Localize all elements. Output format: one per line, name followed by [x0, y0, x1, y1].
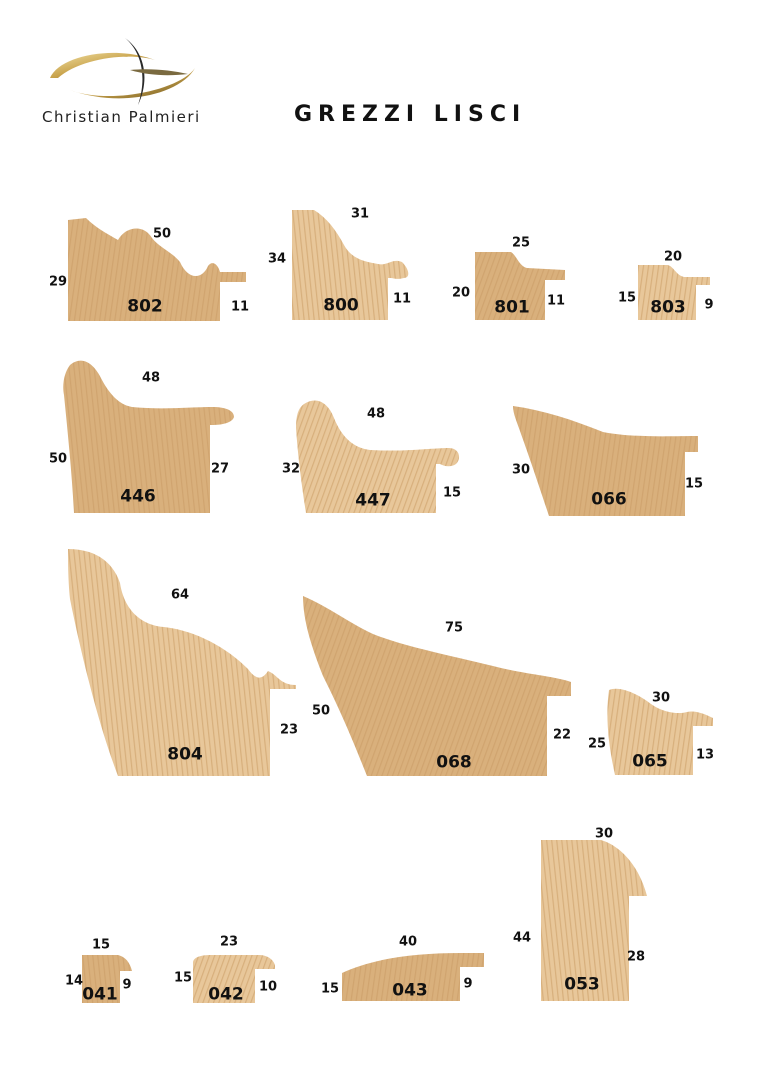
profile-053-top-dimension: 30 — [594, 826, 614, 842]
profile-053-rebate-dimension: 28 — [626, 949, 646, 965]
profile-041-height-dimension: 14 — [64, 973, 84, 989]
profile-042-height-dimension: 15 — [173, 970, 193, 986]
profile-065-rebate-dimension: 13 — [695, 747, 715, 763]
profile-447-code: 447 — [355, 490, 391, 511]
profile-041-top-dimension: 15 — [91, 937, 111, 953]
profile-042-code: 042 — [208, 984, 244, 1005]
profile-041-code: 041 — [82, 984, 118, 1005]
profile-447-height-dimension: 32 — [281, 461, 301, 477]
profile-068-code: 068 — [436, 752, 472, 773]
profile-068-height-dimension: 50 — [311, 703, 331, 719]
profile-066-code: 066 — [591, 489, 627, 510]
profile-803-top-dimension: 20 — [663, 249, 683, 265]
profile-068-section — [303, 596, 571, 776]
profile-803-rebate-dimension: 9 — [704, 297, 714, 313]
profile-066-rebate-dimension: 15 — [684, 476, 704, 492]
profile-801-height-dimension: 20 — [451, 285, 471, 301]
profile-043-code: 043 — [392, 980, 428, 1001]
profile-042-top-dimension: 23 — [219, 934, 239, 950]
profile-041-rebate-dimension: 9 — [122, 977, 132, 993]
profile-804-rebate-dimension: 23 — [279, 722, 299, 738]
brand-name: Christian Palmieri — [42, 108, 201, 126]
profile-053-height-dimension: 44 — [512, 930, 532, 946]
profile-804-code: 804 — [167, 744, 203, 765]
profile-802-code: 802 — [127, 296, 163, 317]
profile-800-rebate-dimension: 11 — [392, 291, 412, 307]
profile-446-height-dimension: 50 — [48, 451, 68, 467]
profile-068-rebate-dimension: 22 — [552, 727, 572, 743]
profile-066-height-dimension: 30 — [511, 462, 531, 478]
profile-065-code: 065 — [632, 751, 668, 772]
profile-803-height-dimension: 15 — [617, 290, 637, 306]
profile-447-top-dimension: 48 — [366, 406, 386, 422]
profile-800-height-dimension: 34 — [267, 251, 287, 267]
profile-042-rebate-dimension: 10 — [258, 979, 278, 995]
profile-068-top-dimension: 75 — [444, 620, 464, 636]
profile-804-top-dimension: 64 — [170, 587, 190, 603]
profile-446-rebate-dimension: 27 — [210, 461, 230, 477]
profile-065-height-dimension: 25 — [587, 736, 607, 752]
profile-043-height-dimension: 15 — [320, 981, 340, 997]
profile-802-height-dimension: 29 — [48, 274, 68, 290]
profile-801-rebate-dimension: 11 — [546, 293, 566, 309]
profile-804-shape — [68, 549, 299, 776]
profile-803-code: 803 — [650, 297, 686, 318]
profile-043-top-dimension: 40 — [398, 934, 418, 950]
profile-053-code: 053 — [564, 974, 600, 995]
profile-802-top-dimension: 50 — [152, 226, 172, 242]
profile-804-section — [68, 549, 299, 776]
profile-801-code: 801 — [494, 297, 530, 318]
profile-068-shape — [303, 596, 572, 776]
page-title: GREZZI LISCI — [294, 102, 527, 127]
profile-800-code: 800 — [323, 295, 359, 316]
profile-801-top-dimension: 25 — [511, 235, 531, 251]
profile-447-rebate-dimension: 15 — [442, 485, 462, 501]
profile-065-top-dimension: 30 — [651, 690, 671, 706]
profile-043-rebate-dimension: 9 — [463, 976, 473, 992]
profile-802-rebate-dimension: 11 — [230, 299, 250, 315]
profile-800-top-dimension: 31 — [350, 206, 370, 222]
profile-446-code: 446 — [120, 486, 156, 507]
profile-446-top-dimension: 48 — [141, 370, 161, 386]
